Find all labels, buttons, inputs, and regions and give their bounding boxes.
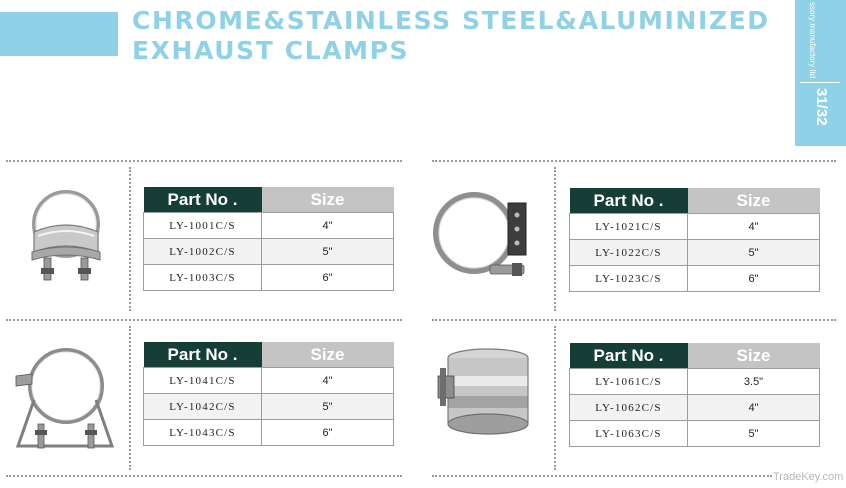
- part-number-cell: LY-1042C/S: [144, 394, 262, 420]
- parts-table-2: [569, 188, 820, 292]
- table-header-row: [570, 188, 820, 214]
- side-company-text: ssory manufactory ltd: [808, 2, 817, 79]
- table-row: [570, 369, 820, 395]
- part-number-cell: LY-1061C/S: [570, 369, 688, 395]
- page-number: 31/32: [813, 88, 830, 126]
- table-row: [570, 266, 820, 292]
- divider-mid-right: [432, 319, 836, 321]
- divider-vertical-4: [554, 326, 556, 470]
- table-row: [144, 239, 394, 265]
- size-cell: 3.5": [688, 369, 820, 395]
- size-cell: 6": [688, 266, 820, 292]
- table-row: [570, 214, 820, 240]
- size-cell: 5": [262, 239, 394, 265]
- table-row: [570, 421, 820, 447]
- size-cell: 4": [262, 368, 394, 394]
- wire-hanger-clamp-icon: [8, 340, 120, 458]
- divider-bottom-left: [6, 475, 402, 477]
- table-header-row: [570, 343, 820, 369]
- divider-vertical-3: [129, 326, 131, 470]
- bracket-band-clamp-icon: [430, 185, 540, 291]
- size-cell: 5": [688, 240, 820, 266]
- part-number-cell: LY-1043C/S: [144, 420, 262, 446]
- table-row: [144, 420, 394, 446]
- part-no-header: Part No .: [570, 188, 688, 214]
- table-row: [144, 213, 394, 239]
- part-number-cell: LY-1001C/S: [144, 213, 262, 239]
- part-no-header: Part No .: [570, 343, 688, 369]
- size-cell: 4": [688, 395, 820, 421]
- watermark: TradeKey.com: [773, 471, 844, 483]
- parts-table-4: [569, 343, 820, 447]
- header-accent-bar: [0, 12, 118, 56]
- divider-mid-left: [6, 319, 402, 321]
- size-header: Size: [262, 342, 394, 368]
- part-number-cell: LY-1022C/S: [570, 240, 688, 266]
- divider-vertical-1: [129, 167, 131, 311]
- size-header: Size: [262, 187, 394, 213]
- side-separator: [800, 82, 840, 83]
- page-title: [132, 6, 770, 66]
- part-number-cell: LY-1003C/S: [144, 265, 262, 291]
- part-number-cell: LY-1021C/S: [570, 214, 688, 240]
- size-header: Size: [688, 188, 820, 214]
- divider-top-right: [432, 160, 836, 162]
- lap-joint-band-clamp-icon: [436, 346, 538, 448]
- divider-top-left: [6, 160, 402, 162]
- table-header-row: [144, 342, 394, 368]
- part-no-header: Part No .: [144, 187, 262, 213]
- size-cell: 4": [262, 213, 394, 239]
- size-cell: 6": [262, 420, 394, 446]
- divider-vertical-2: [554, 167, 556, 311]
- parts-table-3: [143, 342, 394, 446]
- table-row: [570, 395, 820, 421]
- size-header: Size: [688, 343, 820, 369]
- part-number-cell: LY-1023C/S: [570, 266, 688, 292]
- table-row: [144, 368, 394, 394]
- size-cell: 4": [688, 214, 820, 240]
- title-line-2: EXHAUST CLAMPS: [132, 36, 410, 65]
- part-number-cell: LY-1002C/S: [144, 239, 262, 265]
- table-header-row: [144, 187, 394, 213]
- divider-bottom-right: [432, 475, 772, 477]
- part-number-cell: LY-1041C/S: [144, 368, 262, 394]
- title-line-1: CHROME&STAINLESS STEEL&ALUMINIZED: [132, 6, 770, 35]
- table-row: [570, 240, 820, 266]
- table-row: [144, 394, 394, 420]
- u-bolt-saddle-clamp-icon: [16, 188, 116, 290]
- part-no-header: Part No .: [144, 342, 262, 368]
- part-number-cell: LY-1063C/S: [570, 421, 688, 447]
- part-number-cell: LY-1062C/S: [570, 395, 688, 421]
- size-cell: 5": [262, 394, 394, 420]
- parts-table-1: [143, 187, 394, 291]
- size-cell: 6": [262, 265, 394, 291]
- size-cell: 5": [688, 421, 820, 447]
- table-row: [144, 265, 394, 291]
